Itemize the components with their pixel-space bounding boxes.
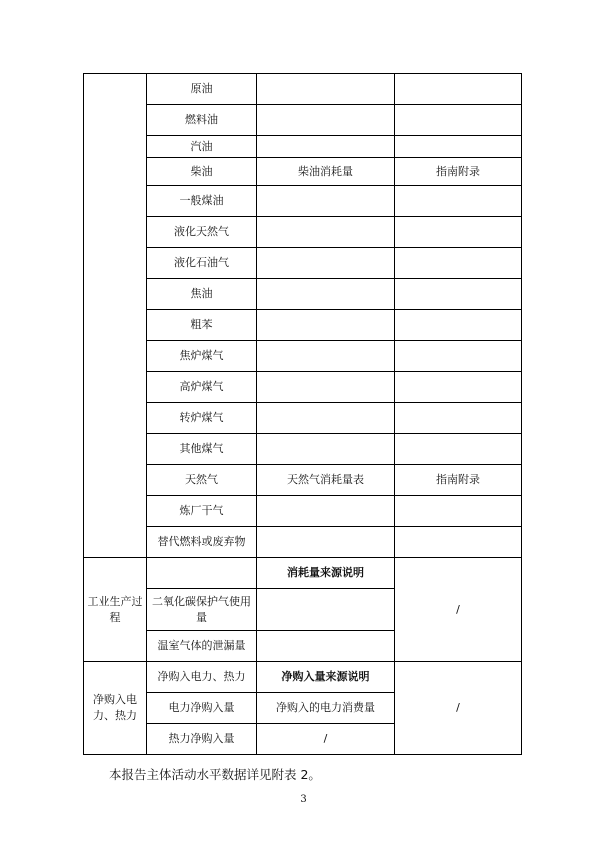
- industrial-header: 消耗量来源说明: [257, 558, 395, 589]
- industrial-ref: /: [395, 558, 522, 662]
- purchased-source: 净购入量来源说明: [257, 662, 395, 693]
- fuel-name: 汽油: [147, 136, 257, 158]
- fuel-source: [257, 403, 395, 434]
- fuel-name: 高炉煤气: [147, 372, 257, 403]
- fuel-source: [257, 217, 395, 248]
- fuel-name: 一般煤油: [147, 186, 257, 217]
- fuel-source: [257, 105, 395, 136]
- table-row: [84, 465, 522, 496]
- industrial-source: [257, 631, 395, 662]
- table-row: [84, 279, 522, 310]
- table-row: [84, 217, 522, 248]
- industrial-item: 温室气体的泄漏量: [147, 631, 257, 662]
- table-row: [84, 74, 522, 105]
- fuel-ref: [395, 136, 522, 158]
- industrial-item: 二氧化碳保护气使用量: [147, 589, 257, 631]
- fuel-name: 原油: [147, 74, 257, 105]
- fuel-ref: 指南附录: [395, 158, 522, 186]
- table-row: [84, 558, 522, 589]
- fuel-source: [257, 434, 395, 465]
- fuel-ref: [395, 310, 522, 341]
- industrial-blank: [147, 558, 257, 589]
- purchased-item: 净购入电力、热力: [147, 662, 257, 693]
- table-row: [84, 248, 522, 279]
- table-row: [84, 158, 522, 186]
- fuel-ref: [395, 496, 522, 527]
- table-row: [84, 186, 522, 217]
- fuel-name: 替代燃料或废弃物: [147, 527, 257, 558]
- fuel-ref: [395, 279, 522, 310]
- fuel-name: 转炉煤气: [147, 403, 257, 434]
- fuel-source: 柴油消耗量: [257, 158, 395, 186]
- fuel-ref: [395, 217, 522, 248]
- page-number: 3: [300, 794, 307, 805]
- fuel-name: 粗苯: [147, 310, 257, 341]
- fuel-name: 其他煤气: [147, 434, 257, 465]
- fuel-ref: [395, 186, 522, 217]
- fuel-name: 焦炉煤气: [147, 341, 257, 372]
- table-row: [84, 662, 522, 693]
- fuel-ref: 指南附录: [395, 465, 522, 496]
- table-row: [84, 496, 522, 527]
- industrial-source: [257, 589, 395, 631]
- fuel-ref: [395, 434, 522, 465]
- footnote: 本报告主体活动水平数据详见附表 2。: [109, 767, 321, 782]
- purchased-source: 净购入的电力消费量: [257, 693, 395, 724]
- table-row: [84, 341, 522, 372]
- fuel-ref: [395, 74, 522, 105]
- table-row: [84, 372, 522, 403]
- fuel-source: [257, 341, 395, 372]
- fuel-category-cell: [84, 74, 147, 558]
- industrial-category: 工业生产过程: [84, 558, 147, 662]
- table-row: [84, 527, 522, 558]
- table-row: [84, 434, 522, 465]
- fuel-name: 液化天然气: [147, 217, 257, 248]
- purchased-category: 净购入电力、热力: [84, 662, 147, 755]
- fuel-ref: [395, 105, 522, 136]
- table-row: [84, 403, 522, 434]
- fuel-source: [257, 527, 395, 558]
- fuel-source: [257, 248, 395, 279]
- fuel-source: [257, 372, 395, 403]
- purchased-item: 电力净购入量: [147, 693, 257, 724]
- fuel-ref: [395, 527, 522, 558]
- fuel-source: 天然气消耗量表: [257, 465, 395, 496]
- purchased-ref: /: [395, 662, 522, 755]
- fuel-source: [257, 496, 395, 527]
- fuel-source: [257, 279, 395, 310]
- fuel-name: 柴油: [147, 158, 257, 186]
- fuel-ref: [395, 341, 522, 372]
- fuel-source: [257, 186, 395, 217]
- fuel-source: [257, 136, 395, 158]
- purchased-source: /: [257, 724, 395, 755]
- fuel-ref: [395, 248, 522, 279]
- fuel-ref: [395, 403, 522, 434]
- activity-data-table: [83, 73, 522, 755]
- table-row: [84, 136, 522, 158]
- purchased-item: 热力净购入量: [147, 724, 257, 755]
- fuel-name: 炼厂干气: [147, 496, 257, 527]
- table-row: [84, 310, 522, 341]
- fuel-name: 燃料油: [147, 105, 257, 136]
- table-row: [84, 105, 522, 136]
- fuel-name: 天然气: [147, 465, 257, 496]
- fuel-name: 焦油: [147, 279, 257, 310]
- fuel-ref: [395, 372, 522, 403]
- fuel-name: 液化石油气: [147, 248, 257, 279]
- fuel-source: [257, 74, 395, 105]
- fuel-source: [257, 310, 395, 341]
